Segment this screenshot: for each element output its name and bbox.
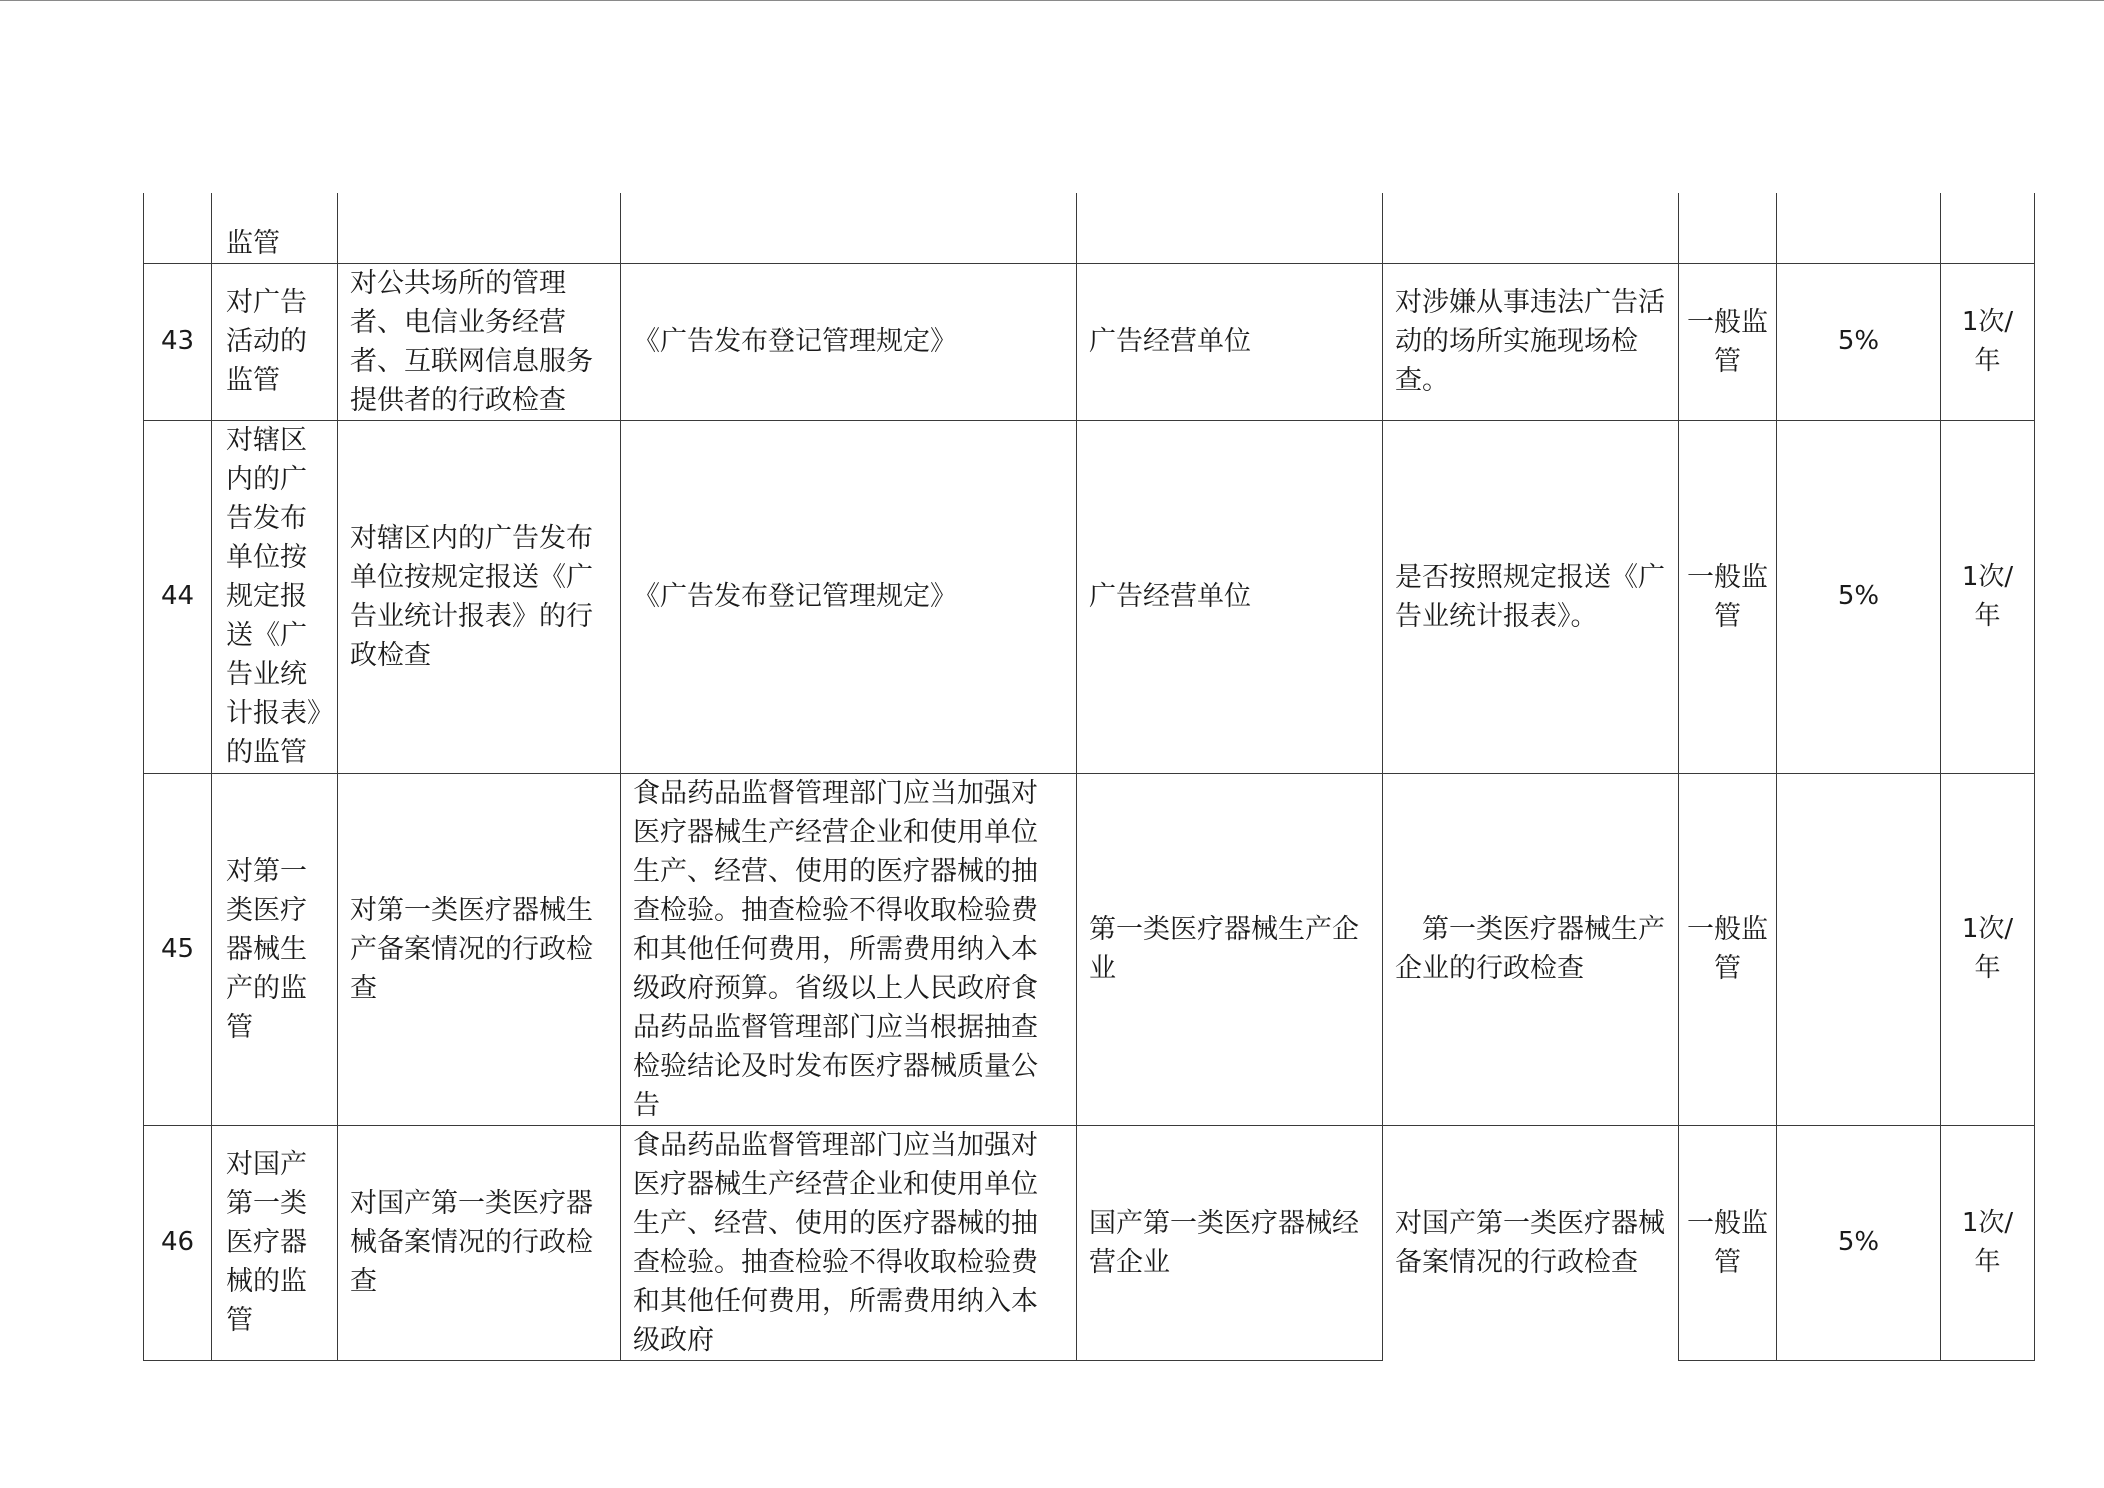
cell-rate	[1777, 773, 1941, 1125]
cell-rate	[1777, 193, 1941, 263]
table-row	[144, 263, 2035, 420]
table-row	[144, 1125, 2035, 1360]
cell-num: 43	[144, 263, 212, 420]
cell-num: 44	[144, 420, 212, 773]
cell-level: 一般监管	[1679, 420, 1777, 773]
cell-freq: 1次/年	[1941, 420, 2035, 773]
page-top-rule	[0, 0, 2104, 1]
cell-basis: 食品药品监督管理部门应当加强对医疗器械生产经营企业和使用单位生产、经营、使用的医疗器械的抽查检验。抽查检验不得收取检验费和其他任何费用，所需费用纳入本级政府预算。省级以上人民政府食品药品监督管理部门应当根据抽查检验结论及时发布医疗器械质量公告	[621, 773, 1077, 1125]
cell-content: 是否按照规定报送《广告业统计报表》。	[1383, 420, 1679, 773]
table-row	[144, 773, 2035, 1125]
cell-num	[144, 193, 212, 263]
table-row	[144, 420, 2035, 773]
cell-name: 监管	[212, 193, 338, 263]
cell-content	[1383, 193, 1679, 263]
cell-basis: 《广告发布登记管理规定》	[621, 263, 1077, 420]
cell-item: 对国产第一类医疗器械备案情况的行政检查	[338, 1125, 621, 1360]
cell-item	[338, 193, 621, 263]
cell-item: 对辖区内的广告发布单位按规定报送《广告业统计报表》的行政检查	[338, 420, 621, 773]
supervision-table	[143, 193, 2035, 1361]
cell-name: 对国产第一类医疗器械的监管	[212, 1125, 338, 1360]
cell-content: 第一类医疗器械生产企业的行政检查	[1383, 773, 1679, 1125]
cell-freq: 1次/年	[1941, 1125, 2035, 1360]
cell-rate: 5%	[1777, 1125, 1941, 1360]
cell-target: 广告经营单位	[1077, 420, 1383, 773]
supervision-table-wrapper	[143, 193, 2034, 1361]
cell-freq: 1次/年	[1941, 773, 2035, 1125]
cell-level	[1679, 193, 1777, 263]
cell-item: 对第一类医疗器械生产备案情况的行政检查	[338, 773, 621, 1125]
cell-name: 对辖区内的广告发布单位按规定报送《广告业统计报表》的监管	[212, 420, 338, 773]
cell-freq: 1次/年	[1941, 263, 2035, 420]
cell-basis: 食品药品监督管理部门应当加强对医疗器械生产经营企业和使用单位生产、经营、使用的医疗器械的抽查检验。抽查检验不得收取检验费和其他任何费用，所需费用纳入本级政府	[621, 1125, 1077, 1360]
table-row-continuation	[144, 193, 2035, 263]
cell-level: 一般监管	[1679, 773, 1777, 1125]
cell-basis	[621, 193, 1077, 263]
cell-name: 对第一类医疗器械生产的监管	[212, 773, 338, 1125]
cell-num: 46	[144, 1125, 212, 1360]
cell-name: 对广告活动的监管	[212, 263, 338, 420]
cell-target	[1077, 193, 1383, 263]
cell-target: 第一类医疗器械生产企业	[1077, 773, 1383, 1125]
cell-freq	[1941, 193, 2035, 263]
cell-content: 对涉嫌从事违法广告活动的场所实施现场检查。	[1383, 263, 1679, 420]
cell-target: 国产第一类医疗器械经营企业	[1077, 1125, 1383, 1360]
cell-num: 45	[144, 773, 212, 1125]
cell-basis: 《广告发布登记管理规定》	[621, 420, 1077, 773]
cell-level: 一般监管	[1679, 263, 1777, 420]
cell-rate: 5%	[1777, 420, 1941, 773]
cell-content: 对国产第一类医疗器械备案情况的行政检查	[1383, 1125, 1679, 1360]
cell-item: 对公共场所的管理者、电信业务经营者、互联网信息服务提供者的行政检查	[338, 263, 621, 420]
cell-target: 广告经营单位	[1077, 263, 1383, 420]
cell-rate: 5%	[1777, 263, 1941, 420]
cell-level: 一般监管	[1679, 1125, 1777, 1360]
